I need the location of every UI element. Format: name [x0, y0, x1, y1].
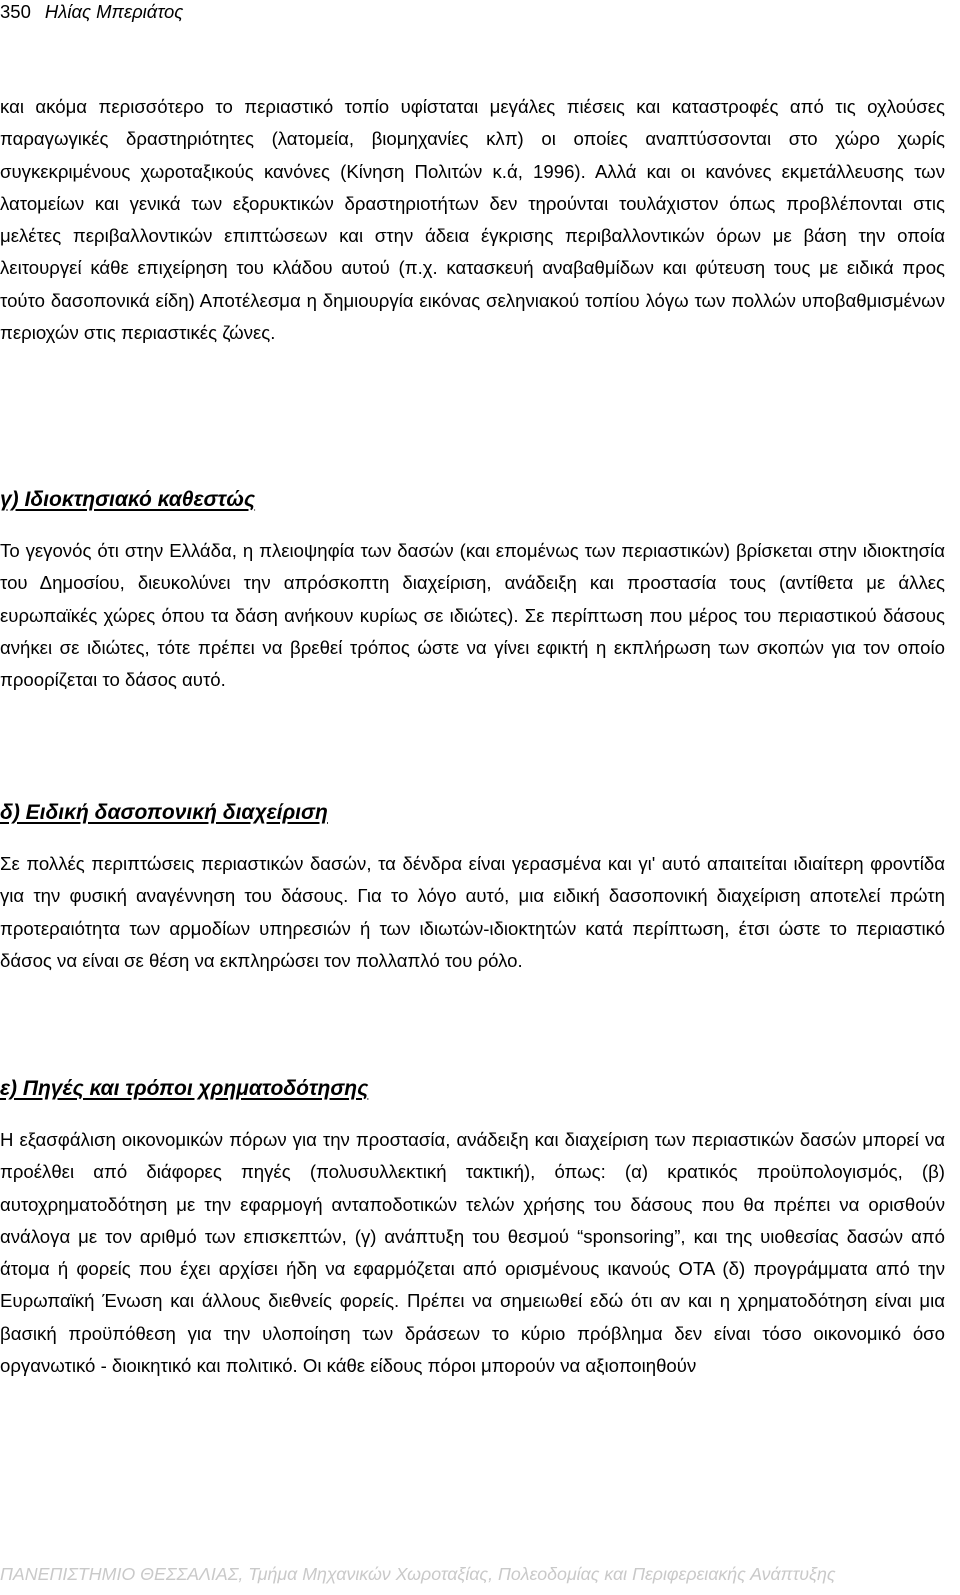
section-heading: ε) Πηγές και τρόποι χρηματοδότησης	[0, 1077, 369, 1100]
section-heading: γ) Ιδιοκτησιακό καθεστώς	[0, 488, 256, 511]
section-heading-funding	[0, 1073, 945, 1105]
section-heading-ownership	[0, 484, 945, 516]
paragraph-text: Η εξασφάλιση οικονομικών πόρων για την προστασία, ανάδειξη και διαχείριση των περιαστικών δασών μπορεί να προέλθει από διάφορες πηγές (πολυσυλλεκτική τακτική), όπως: (α) κρατικός προϋπολογισμός, (β) αυτοχρηματοδότηση με την εφαρμογή ανταποδοτικών τελών χρήσης του δάσους που θα πρέπει να ορισθούν ανάλογα με τον αριθμό των επισκεπτών, (γ) ανάπτυξη του θεσμού “sponsoring”, και της υιοθεσίας δασών από άτομα ή φορείς που έχει αρχίσει ήδη να εφαρμόζεται από ορισμένους ικανούς ΟΤΑ (δ) προγράμματα από την Ευρωπαϊκή Ένωση και άλλους διεθνείς φορείς. Πρέπει να σημειωθεί εδώ ότι αν και η χρηματοδότηση είναι μια βασική προϋπόθεση για την υλοποίηση των δράσεων το κύριο πρόβλημα δεν είναι τόσο οικονομικό όσο οργανωτικό - διοικητικό και πολιτικό. Οι κάθε είδους πόροι μπορούν να αξιοποιηθούν	[0, 1129, 945, 1377]
paragraph-text: Το γεγονός ότι στην Ελλάδα, η πλειοψηφία των δασών (και επομένως των περιαστικών) βρίσκεται στην ιδιοκτησία του Δημοσίου, διευκολύνει την απρόσκοπτη διαχείριση, ανάδειξη και προστασία τους (αντίθετα με άλλες ευρωπαϊκές χώρες όπου τα δάση ανήκουν κυρίως σε ιδιώτες). Σε περίπτωση που μέρος του περιαστικού δάσους ανήκει σε ιδιώτες, τότε πρέπει να βρεθεί τρόπος ώστε να γίνει εφικτή η εκπλήρωση των σκοπών για τον οποίο προορίζεται το δάσος αυτό.	[0, 540, 945, 691]
running-header	[0, 0, 183, 24]
body-paragraph-1	[0, 91, 945, 414]
page-footer: ΠΑΝΕΠΙΣΤΗΜΙΟ ΘΕΣΣΑΛΙΑΣ, Τμήμα Μηχανικών Χωροταξίας, Πολεοδομίας και Περιφερειακής Ανάπτυξης	[0, 1564, 836, 1584]
body-paragraph-funding	[0, 1124, 945, 1382]
running-header-author: Ηλίας Μπεριάτος	[44, 1, 184, 22]
page-number: 350	[0, 1, 31, 22]
body-paragraph-forestry	[0, 848, 945, 977]
paragraph-text: και ακόμα περισσότερο το περιαστικό τοπίο υφίσταται μεγάλες πιέσεις και καταστροφές από τις οχλούσες παραγωγικές δραστηριότητες (λατομεία, βιομηχανίες κλπ) οι οποίες αναπτύσσονται στο χώρο χωρίς συγκεκριμένους χωροταξικούς κανόνες (Κίνηση Πολιτών κ.ά, 1996). Αλλά και οι κανόνες εκμετάλλευσης των λατομείων και γενικά των εξορυκτικών δραστηριοτήτων δεν τηρούνται τουλάχιστον όπως προβλέπονται στις μελέτες περιβαλλοντικών επιπτώσεων και στην άδεια έγκρισης περιβαλλοντικών όρων με βάση την οποία λειτουργεί κάθε επιχείρηση του κλάδου αυτού (π.χ. κατασκευή αναβαθμίδων και φύτευση τους με ειδικά προς τούτο δασοπονικά είδη) Αποτέλεσμα η δημιουργία εικόνας σεληνιακού τοπίου λόγω των πολλών υποβαθμισμένων περιοχών στις περιαστικές ζώνες.	[0, 96, 945, 344]
paragraph-text: Σε πολλές περιπτώσεις περιαστικών δασών, τα δένδρα είναι γερασμένα και γι' αυτό απαιτείται ιδιαίτερη φροντίδα για την φυσική αναγέννηση του δάσους. Για το λόγο αυτό, μια ειδική δασοπονική διαχείριση αποτελεί πρώτη προτεραιότητα των αρμοδίων υπηρεσιών ή των ιδιωτών-ιδιοκτητών κατά περίπτωση, έτσι ώστε το περιαστικό δάσος να είναι σε θέση να εκπληρώσει τον πολλαπλό του ρόλο.	[0, 853, 945, 971]
section-heading: δ) Ειδική δασοπονική διαχείριση	[0, 801, 328, 824]
section-heading-forestry	[0, 797, 945, 829]
body-paragraph-ownership	[0, 535, 945, 696]
